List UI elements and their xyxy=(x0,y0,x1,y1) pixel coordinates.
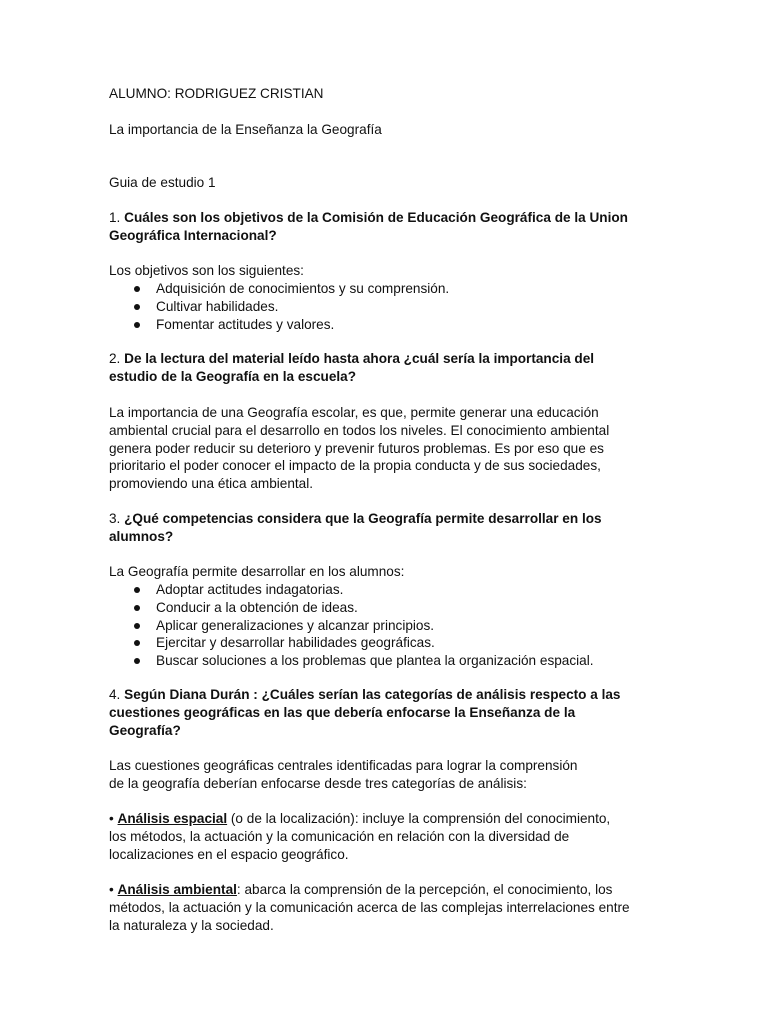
question-text: Geografía? xyxy=(109,722,181,738)
bullet-icon xyxy=(134,322,140,328)
bullet-icon xyxy=(134,623,140,629)
question-text: ¿Qué competencias considera que la Geografía permite desarrollar en los xyxy=(124,511,602,526)
bullet-list xyxy=(109,280,669,333)
bullet-icon xyxy=(134,286,140,292)
question-number: 3. xyxy=(109,511,125,526)
question-number: 2. xyxy=(109,351,125,366)
category-term: Análisis ambiental xyxy=(117,882,237,897)
list-item: Adoptar actitudes indagatorias. xyxy=(109,581,669,599)
list-item: Aplicar generalizaciones y alcanzar principios. xyxy=(109,617,669,635)
category-spatial-analysis: • Análisis espacial (o de la localización): incluye la comprensión del conocimiento, los métodos, la actuación y la comunicación en relación con la diversidad de localizaciones en el espacio geográfico. xyxy=(109,811,611,862)
question-text: Cuáles son los objetivos de la Comisión de Educación Geográfica de la Union xyxy=(124,210,628,225)
question-text: De la lectura del material leído hasta ahora ¿cuál sería la importancia del xyxy=(124,351,595,366)
question-text: Según Diana Durán : ¿Cuáles serían las categorías de análisis respecto a las xyxy=(124,687,621,702)
question-4 xyxy=(109,686,669,739)
answer-intro: La Geografía permite desarrollar en los alumnos: xyxy=(109,564,405,579)
bullet-icon xyxy=(134,658,140,664)
category-environmental-analysis: • Análisis ambiental: abarca la comprensión de la percepción, el conocimiento, los métodos, la actuación y la comunicación acerca de las complejas interrelaciones entre la naturaleza y la sociedad. xyxy=(109,882,630,933)
bullet-icon: • xyxy=(109,811,118,826)
bullet-icon xyxy=(134,587,140,593)
list-item: Fomentar actitudes y valores. xyxy=(109,316,669,334)
list-item: Conducir a la obtención de ideas. xyxy=(109,599,669,617)
list-item: Buscar soluciones a los problemas que plantea la organización espacial. xyxy=(109,652,669,670)
answer-paragraph: Las cuestiones geográficas centrales identificadas para lograr la comprensión de la geografía deberían enfocarse desde tres categorías de análisis: xyxy=(109,758,578,791)
question-text: Geográfica Internacional? xyxy=(109,227,277,243)
question-number: 1. xyxy=(109,210,125,225)
question-text: estudio de la Geografía en la escuela? xyxy=(109,368,357,384)
list-item: Adquisición de conocimientos y su comprensión. xyxy=(109,280,669,298)
list-item: Ejercitar y desarrollar habilidades geográficas. xyxy=(109,634,669,652)
question-1 xyxy=(109,209,669,245)
question-text: alumnos? xyxy=(109,528,174,544)
document-title: La importancia de la Enseñanza la Geografía xyxy=(109,122,382,137)
bullet-icon xyxy=(134,640,140,646)
question-text: cuestiones geográficas en las que debería enfocarse la Enseñanza de la xyxy=(109,704,576,720)
answer-paragraph: La importancia de una Geografía escolar, es que, permite generar una educación ambiental crucial para el desarrollo en todos los niveles. El conocimiento ambiental genera poder reducir su deterioro y prevenir futuros problemas. Es por eso que es prioritario el poder conocer el impacto de la propia conducta y de sus sociedades, promoviendo una ética ambiental. xyxy=(109,405,610,492)
category-term: Análisis espacial xyxy=(117,811,228,826)
bullet-list xyxy=(109,581,669,670)
question-number: 4. xyxy=(109,687,125,702)
question-2 xyxy=(109,350,669,386)
answer-intro: Los objetivos son los siguientes: xyxy=(109,263,304,278)
student-name: ALUMNO: RODRIGUEZ CRISTIAN xyxy=(109,86,324,101)
list-item: Cultivar habilidades. xyxy=(109,298,669,316)
bullet-icon xyxy=(134,605,140,611)
bullet-icon xyxy=(134,304,140,310)
question-3 xyxy=(109,510,669,546)
bullet-icon: • xyxy=(109,882,118,897)
guide-label: Guia de estudio 1 xyxy=(109,175,216,190)
